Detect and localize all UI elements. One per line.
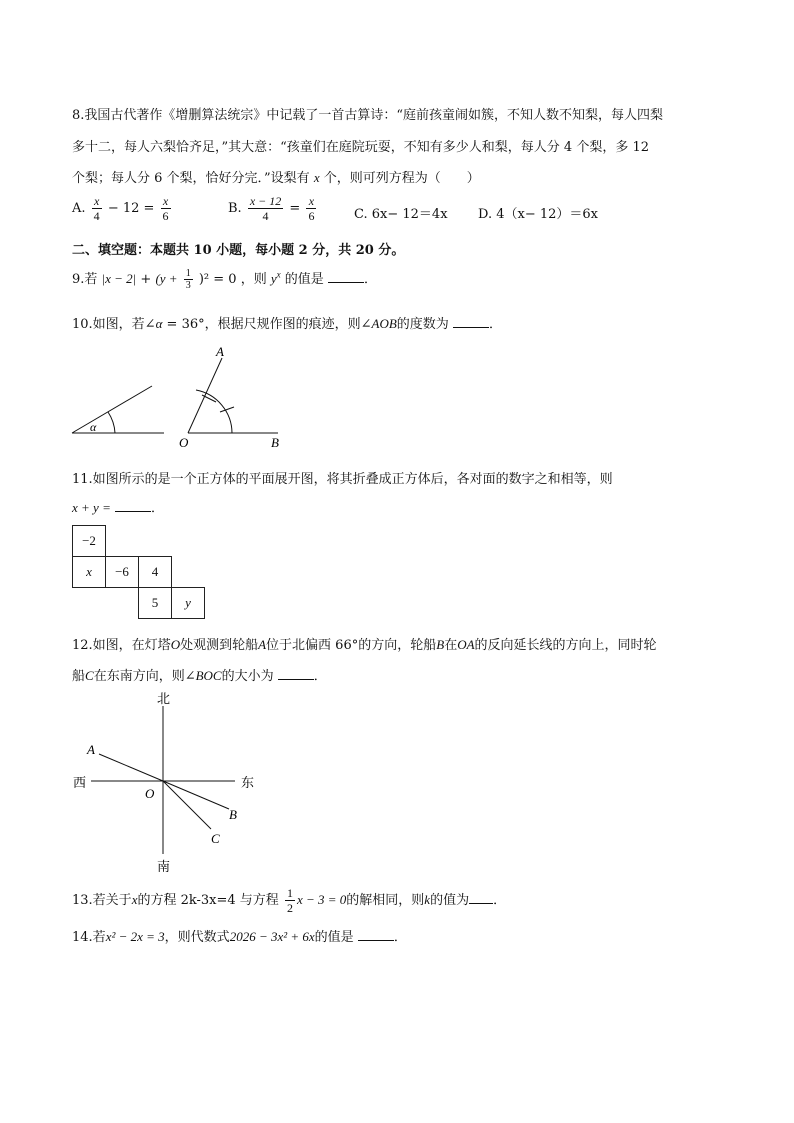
label-a: A [87, 742, 95, 757]
q13-text: 的解相同，则 [346, 893, 425, 908]
q10-eq: = 36°，根据尺规作图的痕迹，则∠ [162, 317, 372, 332]
ray [72, 386, 152, 433]
net-cell: y [171, 587, 205, 619]
q13-text: 的值为 [430, 893, 470, 908]
q8-option-c: C. 6x− 12＝4x [354, 207, 448, 222]
label-o: O [179, 435, 189, 450]
q12-text: 位于北偏西 66°的方向，轮船 [266, 638, 437, 653]
fraction [248, 194, 283, 223]
option-a-label: A. [72, 201, 86, 216]
q14-end: ． [393, 930, 407, 945]
q13-end: ． [493, 893, 507, 908]
numerator: x − 12 [249, 194, 282, 208]
numerator: x [161, 194, 171, 209]
fraction [184, 268, 193, 291]
arc [196, 390, 232, 433]
label-b: B [271, 435, 279, 450]
fraction [161, 194, 171, 223]
q12-line1 [72, 634, 657, 653]
denominator: 6 [162, 209, 169, 223]
q8-option-b [228, 194, 318, 223]
west-label: 西 [73, 775, 87, 790]
q12-text: 的大小为 [221, 669, 274, 684]
q10-prefix: 10.如图，若∠ [72, 317, 156, 332]
q12-text: 的反向延长线的方向上，同时轮 [474, 638, 657, 653]
north-label: 北 [157, 691, 171, 706]
q11-line2 [72, 497, 164, 516]
fraction [306, 194, 316, 223]
alpha-label: α [90, 420, 97, 434]
net-cell: 5 [138, 587, 172, 619]
arc-mark [220, 407, 234, 412]
answer-blank[interactable] [469, 891, 493, 904]
q14-expr: 2026 − 3x² + 6x [229, 929, 315, 944]
answer-blank[interactable] [453, 315, 489, 328]
q8-line3-tail: 个，则可列方程为（ ） [323, 171, 480, 186]
q10-suffix: 的度数为 [396, 317, 449, 332]
fraction [285, 886, 295, 915]
net-cell: 4 [138, 556, 172, 588]
denominator: 4 [262, 209, 269, 223]
q14-text: 的值是 [314, 930, 354, 945]
q9-mid: ，则 [240, 272, 267, 287]
q12-var: A [258, 637, 267, 652]
numerator: x [92, 194, 102, 209]
q12-compass-figure [65, 686, 275, 878]
label-c: C [211, 831, 220, 846]
q12-var: O [170, 637, 181, 652]
ray-oa [99, 754, 163, 781]
net-cell: x [72, 556, 106, 588]
q12-text: 船 [72, 669, 86, 684]
answer-blank[interactable] [328, 270, 364, 283]
q12-text: 在 [444, 638, 458, 653]
q11-line1: 11.如图所示的是一个正方体的平面展开图，将其折叠成正方体后，各对面的数字之和相等，则 [72, 472, 613, 487]
net-cell: −2 [72, 525, 106, 557]
q12-var: OA [457, 637, 475, 652]
q9-pow-exp: x [276, 269, 281, 280]
denominator: 6 [308, 209, 315, 223]
q12-var: C [85, 668, 94, 683]
q11-end: ． [150, 501, 164, 516]
q9-line [72, 268, 377, 291]
numerator: 1 [286, 886, 293, 900]
q9-paren-open: (y + [155, 271, 178, 286]
q12-end: ． [313, 669, 327, 684]
q12-var: BOC [195, 668, 222, 683]
q8-line2: 多十二，每人六梨恰齐足，”其大意：“孩童们在庭院玩耍，不知有多少人和梨，每人分 4 个梨，多 12 [72, 140, 650, 155]
q13-line [72, 886, 506, 915]
answer-blank[interactable] [358, 928, 394, 941]
south-label: 南 [157, 859, 171, 874]
q8-line1: 8.我国古代著作《增删算法统宗》中记载了一首古算诗：“庭前孩童闹如簇，不知人数不知梨，每人四梨 [72, 108, 664, 123]
q13-var: k [424, 892, 431, 907]
q8-var-x: x [313, 170, 320, 185]
q10-line [72, 313, 502, 332]
label-a: A [216, 344, 224, 359]
label-b: B [229, 807, 237, 822]
q9-paren-close: )² = 0 [198, 272, 237, 287]
q9-abs: |x − 2| [101, 271, 137, 286]
q10-alpha: α [155, 316, 163, 331]
answer-blank[interactable] [278, 667, 314, 680]
q12-text: 12.如图，在灯塔 [72, 638, 171, 653]
q9-plus: + [140, 272, 152, 287]
cube-net [72, 525, 212, 625]
q10-aob: AOB [371, 316, 397, 331]
q14-eq: x² − 2x = 3 [105, 929, 165, 944]
q12-text: 处观测到轮船 [180, 638, 259, 653]
q12-text: 在东南方向，则∠ [93, 669, 196, 684]
section-heading: 二、填空题：本题共 10 小题，每小题 2 分，共 20 分。 [72, 243, 405, 258]
q8-option-a [72, 194, 173, 223]
q9-end: ． [363, 272, 377, 287]
option-a-mid: − 12 = [107, 201, 155, 216]
q8-option-d: D. 4（x− 12）＝6x [478, 207, 598, 222]
q10-figure [60, 340, 300, 455]
ray-oa [188, 358, 222, 433]
q13-eq: x − 3 = 0 [296, 892, 347, 907]
q9-pow-base: y [270, 271, 277, 286]
q13-text: 的方程 2k-3x=4 与方程 [137, 893, 279, 908]
q10-end: ． [488, 317, 502, 332]
option-b-mid: = [289, 201, 301, 216]
q9-prefix: 9.若 [72, 272, 98, 287]
q12-line2 [72, 665, 327, 684]
ray-ob [163, 781, 229, 809]
q8-line3-text: 个梨；每人分 6 个梨，恰好分完．”设梨有 [72, 171, 310, 186]
q14-text: ，则代数式 [164, 930, 230, 945]
fraction [92, 194, 102, 223]
net-cell: −6 [105, 556, 139, 588]
q14-line [72, 926, 407, 945]
q8-line3 [72, 167, 480, 186]
answer-blank[interactable] [115, 499, 151, 512]
numerator: 1 [185, 268, 191, 279]
option-b-label: B. [228, 201, 242, 216]
ray-oc [163, 781, 211, 829]
q14-text: 14.若 [72, 930, 106, 945]
q9-suffix: 的值是 [284, 272, 324, 287]
denominator: 4 [93, 209, 100, 223]
q13-var: x [131, 892, 138, 907]
denominator: 3 [185, 280, 191, 291]
q13-text: 13.若关于 [72, 893, 132, 908]
east-label: 东 [241, 775, 255, 790]
q12-var: B [436, 637, 445, 652]
arc [108, 412, 115, 433]
denominator: 2 [286, 901, 293, 915]
numerator: x [306, 194, 316, 209]
q11-expr: x + y = [72, 500, 111, 515]
label-o: O [145, 786, 155, 801]
